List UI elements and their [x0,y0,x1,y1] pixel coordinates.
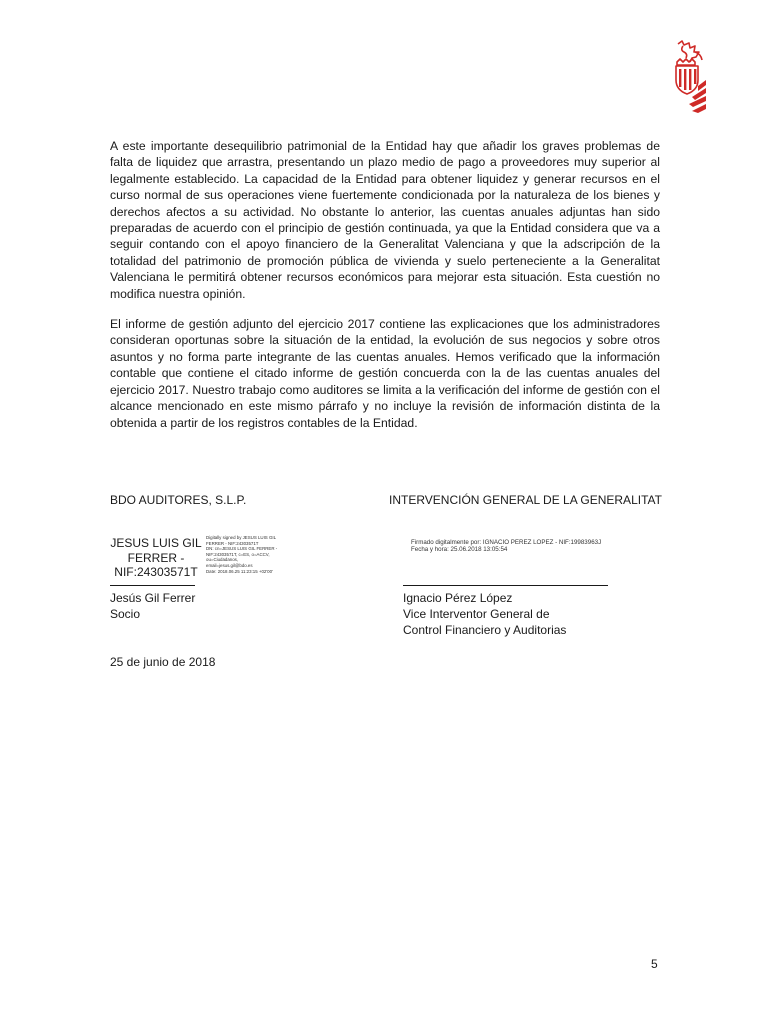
signature-rule [403,585,608,586]
digital-signature-name: JESUS LUIS GIL FERRER - NIF:24303571T [110,536,202,579]
digital-signature-line: NIF:24303571T, c=ES, o=ACCV, [206,551,270,557]
digital-signature-line: Digitally signed by JESUS LUIS GIL [206,535,277,540]
digital-signature-line: Date: 2018.06.25 11:23:15 +02'00' [206,568,273,574]
page-number: 5 [651,957,658,971]
signer-name: Ignacio Pérez López [403,591,513,605]
digital-signature-details [411,539,601,554]
digital-signature-line: ou=Ciudadanos, [206,557,239,563]
digital-signature-line: FERRER - NIF:24303571T [206,540,259,546]
signer-title-line-2: Control Financiero y Auditorias [403,623,567,637]
body-text [110,138,660,445]
generalitat-valenciana-logo [668,40,712,114]
paragraph-management-report: El informe de gestión adjunto del ejercicio 2017 contiene las explicaciones que los administradores consideran oportunas sobre la situación de la entidad, la evolución de sus negocios y sobre otros asuntos y no forma parte integrante de las cuentas anuales. Hemos verificado que la información contable que contiene el citado informe de gestión concuerda con la de las cuentas anuales del ejercicio 2017. Nuestro trabajo como auditores se limita a la verificación del informe de gestión con el alcance mencionado en este mismo párrafo y no incluye la revisión de información distinta de la obtenida a partir de los registros contables de la Entidad. [110,317,660,430]
signature-rule [110,585,195,586]
signer-title-line-1: Vice Interventor General de [403,607,550,621]
digital-signature-line: DN: cn=JESUS LUIS GIL FERRER - [206,546,278,552]
digital-signature-line: Fecha y hora: 25.06.2018 13:05:54 [411,546,508,554]
digital-signature-details [206,535,306,574]
intervention-org: INTERVENCIÓN GENERAL DE LA GENERALITAT [389,493,662,507]
paragraph-liquidity: A este importante desequilibrio patrimonial de la Entidad hay que añadir los graves problemas de falta de liquidez que arrastra, presentando un plazo medio de pago a proveedores muy superior al legalmente establecido. La capacidad de la Entidad para obtener liquidez y generar recursos en el curso normal de sus operaciones viene fuertemente condicionada por la naturaleza de los bienes y derechos afectos a su actividad. No obstante lo anterior, las cuentas anuales adjuntas han sido preparadas de acuerdo con el principio de gestión continuada, ya que la Entidad considera que va a seguir contando con el apoyo financiero de la Generalitat Valenciana y que la adscripción de la totalidad del patrimonio de promoción pública de vivienda y suelo perteneciente a la Generalitat Valenciana le permitirá obtener recursos económicos para mejorar esta situación. Esta cuestión no modifica nuestra opinión. [110,139,660,301]
auditor-firm: BDO AUDITORES, S.L.P. [110,493,247,507]
digital-signature-line: Firmado digitalmente por: IGNACIO PEREZ LOPEZ - NIF:19983963J [411,539,602,546]
document-date: 25 de junio de 2018 [110,655,216,669]
digital-signature-line: email=jesus.gil@bdo.es [206,562,253,568]
signer-title: Socio [110,607,141,621]
signer-name: Jesús Gil Ferrer [110,591,196,605]
